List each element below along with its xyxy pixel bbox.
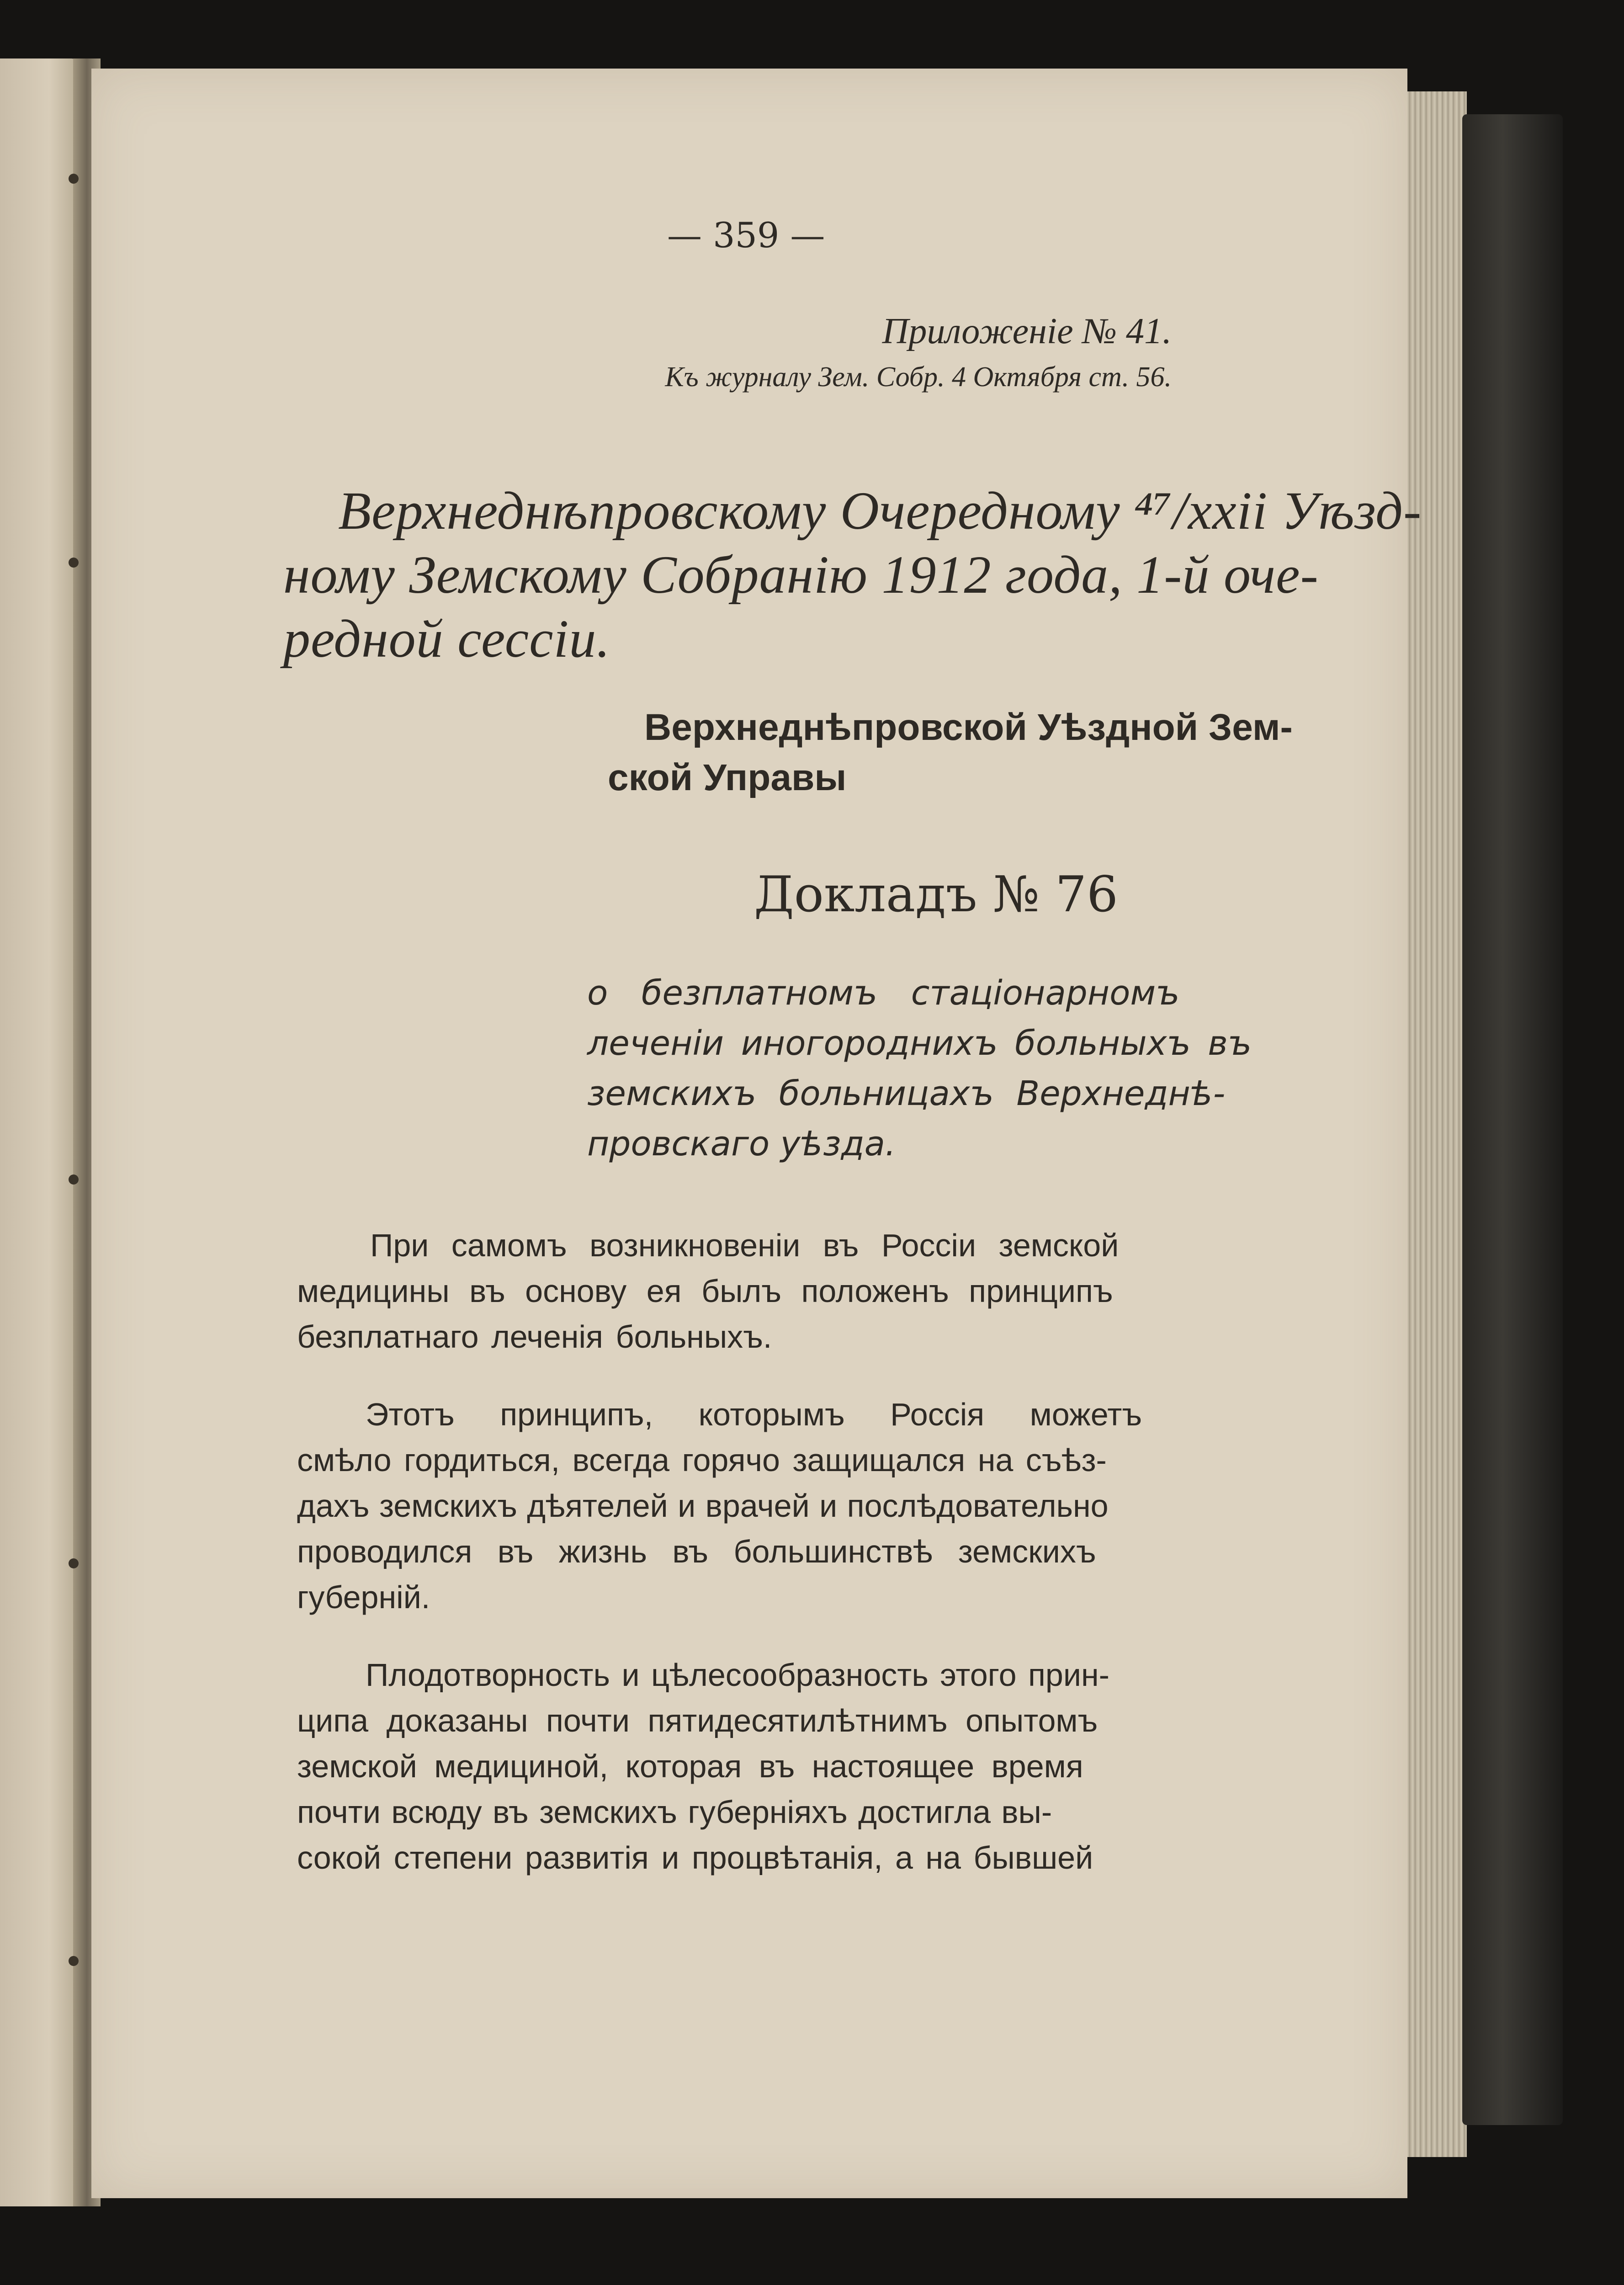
binding-hole [69,1956,79,1966]
addressee-line: редной сессіи. [283,609,610,669]
body-line: смѣло гордиться, всегда горячо защищался на съѣз- [297,1442,1107,1478]
report-title: Докладъ № 76 [754,866,1118,923]
body-line: При самомъ возникновеніи въ Россіи земской [370,1228,1119,1263]
binding-hole [69,1174,79,1185]
body-line: медицины въ основу ея былъ положенъ принципъ [297,1273,1113,1309]
body-line: дахъ земскихъ дѣятелей и врачей и послѣдовательно [297,1488,1109,1524]
left-page-edge [0,58,82,2206]
subject-line: о безплатномъ стаціонарномъ [587,973,1180,1013]
issuer-line: ской Управы [608,757,847,798]
body-line: ципа доказаны почти пятидесятилѣтнимъ опытомъ [297,1703,1098,1738]
binding-hole [69,558,79,568]
body-line: сокой степени развитія и процвѣтанія, а на бывшей [297,1840,1093,1876]
subject-line: леченіи иногороднихъ больныхъ въ [587,1024,1252,1063]
body-line: губерній. [297,1579,430,1615]
body-line: Этотъ принципъ, которымъ Россія можетъ [366,1397,1142,1432]
subject-line: провскаго уѣзда. [587,1124,896,1164]
body-line: земской медициной, которая въ настоящее время [297,1748,1083,1784]
body-line: почти всюду въ земскихъ губерніяхъ достигла вы- [297,1794,1052,1830]
addressee-line: ному Земскому Собранію 1912 года, 1-й оче- [283,545,1319,605]
addressee-line: Верхнеднѣпровскому Очередному ⁴⁷/xxii Уѣзд- [338,481,1422,541]
binding-hole [69,1558,79,1568]
subject-line: земскихъ больницахъ Верхнеднѣ- [587,1074,1226,1113]
issuer-line: Верхнеднѣпровской Уѣздной Зем- [644,707,1293,748]
page-number: — 359 — [667,215,825,255]
body-line: Плодотворность и цѣлесообразность этого прин- [366,1657,1109,1693]
journal-reference: Къ журналу Зем. Собр. 4 Октября ст. 56. [665,361,1172,393]
book-cover-edge [1462,114,1563,2125]
body-line: безплатнаго леченія больныхъ. [297,1319,772,1355]
body-line: проводился въ жизнь въ большинствѣ земскихъ [297,1534,1096,1569]
binding-hole [69,174,79,184]
appendix-label: Приложеніе № 41. [882,311,1172,351]
